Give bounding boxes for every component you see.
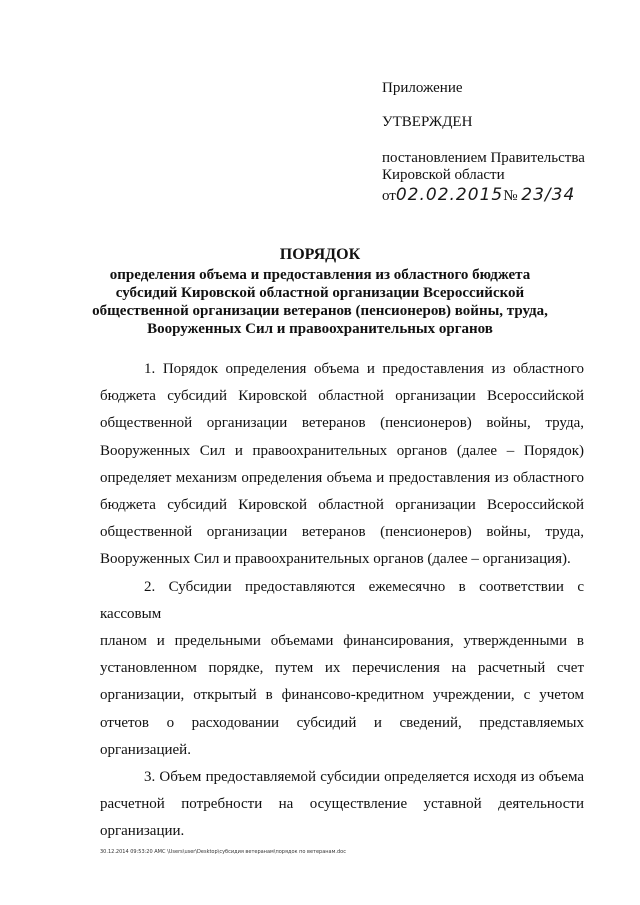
date-number-line (382, 185, 575, 205)
approved-by-line: постановлением Правительства (382, 150, 585, 166)
date-prefix: от (382, 188, 396, 204)
paragraph-2-line: 2. Субсидии предоставляются ежемесячно в соответствии с кассовым (100, 578, 584, 622)
number-prefix: № (503, 188, 518, 204)
subtitle-line-2: субсидий Кировской областной организации Всероссийской (115, 285, 525, 301)
paragraph-2-line: отчетов о расходовании субсидий и сведений, представляемых (100, 714, 584, 731)
paragraph-2-line: установленном порядке, путем их перечисления на расчетный счет (100, 660, 584, 677)
appendix-label: Приложение (382, 80, 463, 96)
paragraph-1-line: определяет механизм определения объема и предоставления из областного (100, 469, 584, 486)
paragraph-1-line: общественной организации ветеранов (пенсионеров) войны, труда, (100, 415, 584, 432)
handwritten-date: 02.02.2015 (395, 185, 504, 205)
paragraph-2-line: планом и предельными объемами финансирования, утвержденными в (100, 633, 584, 650)
paragraph-3-line: расчетной потребности на осуществление уставной деятельности (100, 796, 584, 813)
region-line: Кировской области (382, 167, 505, 183)
subtitle-line-4: Вооруженных Сил и правоохранительных органов (147, 321, 493, 337)
subtitle-line-1: определения объема и предоставления из областного бюджета (109, 267, 531, 283)
subtitle-line-3: общественной организации ветеранов (пенсионеров) войны, труда, (92, 303, 548, 319)
handwritten-number: 23/34 (521, 185, 576, 205)
approved-label: УТВЕРЖДЕН (382, 114, 473, 130)
paragraph-1-line: 1. Порядок определения объема и предоставления из областного (144, 361, 584, 377)
paragraph-1-line: бюджета субсидий Кировской областной организации Всероссийской (100, 497, 584, 514)
paragraph-3-line: 3. Объем предоставляемой субсидии определяется исходя из объема (144, 769, 584, 786)
paragraph-1-line: Вооруженных Сил и правоохранительных органов (далее – организация). (100, 551, 571, 568)
paragraph-3-line: организации. (100, 823, 185, 840)
paragraph-2-line: организации, открытый в финансово-кредитном учреждении, с учетом (100, 687, 584, 704)
paragraph-1-line: общественной организации ветеранов (пенсионеров) войны, труда, (100, 524, 584, 541)
paragraph-1-line: Вооруженных Сил и правоохранительных органов (далее – Порядок) (100, 442, 584, 459)
document-title: ПОРЯДОК (279, 246, 361, 263)
file-path-footer: 30.12.2014 09:53:20 AMC \Users\user\Desktop\субсидия ветеранам\порядок по ветеранам.doc (100, 849, 346, 855)
document-body (100, 356, 584, 846)
paragraph-1-line: бюджета субсидий Кировской областной организации Всероссийской (100, 388, 584, 405)
paragraph-2-line: организацией. (100, 741, 191, 758)
